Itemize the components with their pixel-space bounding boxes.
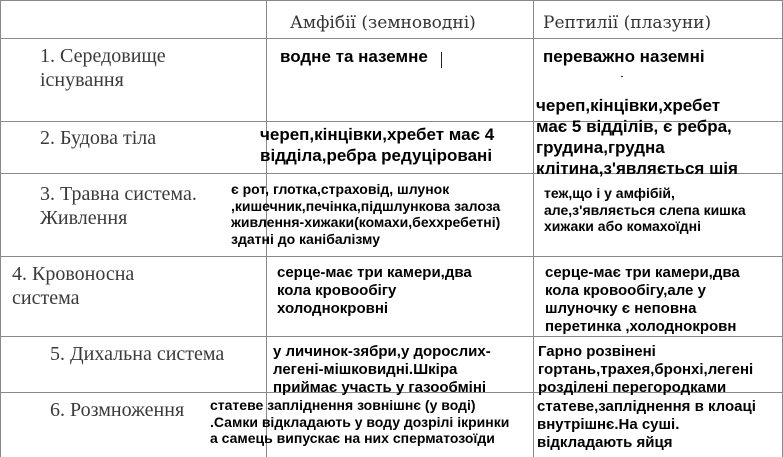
cell-reptiles-habitat: переважно наземні — [543, 47, 705, 66]
grid-line — [0, 0, 783, 1]
grid-line — [0, 256, 783, 257]
cell-amphibians-respiratory-system: у личинок-зябри,у дорослих- легені-мішковидні.Шкіра приймає участь у газообміні — [273, 343, 491, 396]
cell-reptiles-digestive-system: теж,що і у амфібій, але,з'являється слепа кишка хижаки або комахоїдні — [544, 185, 746, 234]
column-header-amphibians: Амфібії (земноводні) — [290, 13, 476, 33]
row-label-respiratory-system: 5. Дихальна система — [50, 343, 225, 365]
cell-reptiles-circulatory-system: серце-має три камери,два кола кровообігу,але у шлуночку є неповна перетинка ,холоднокровн — [545, 264, 740, 335]
cell-amphibians-habitat: водне та наземне — [280, 47, 428, 66]
cell-amphibians-body-structure: череп,кінцівки,хребет має 4 відділа,ребра редуціровані — [260, 125, 495, 165]
cell-amphibians-circulatory-system: серце-має три камери,два кола кровообігу холоднокровні — [277, 264, 472, 317]
cell-reptiles-respiratory-system: Гарно розвінені гортань,трахея,бронхі,легені розділені перегородками — [538, 343, 754, 396]
cell-amphibians-digestive-system: є рот, глотка,страховід, шлунок ,кишечник,печінка,підшлункова залоза живлення-хижаки(комахи,беххребетні) здатні до канібалізму — [231, 181, 501, 247]
row-label-body-structure: 2. Будова тіла — [40, 127, 157, 149]
row-label-digestive-system: 3. Травна система. Живлення — [40, 183, 197, 229]
cell-reptiles-reproduction: статеве,запліднення в клоаці внутрішнє.На суші. відкладають яйця — [537, 398, 756, 451]
column-header-reptiles: Рептилії (плазуни) — [543, 13, 712, 33]
grid-line — [0, 336, 783, 337]
stray-mark — [621, 76, 623, 77]
cell-reptiles-body-structure: череп,кінцівки,хребет має 5 відділів, є ребра, грудина,грудна клітина,з'являється шія — [536, 96, 738, 178]
grid-line — [0, 0, 1, 457]
cell-amphibians-reproduction: статеве запліднення зовнішнє (у воді) .Самки відкладають у воду дозрілі ікринки а самець випускає на них сперматозоїди — [210, 397, 510, 446]
row-label-habitat: 1. Середовище існування — [40, 45, 166, 91]
text-cursor — [441, 52, 442, 68]
grid-line — [533, 0, 534, 457]
grid-line — [0, 38, 783, 39]
row-label-reproduction: 6. Розмноження — [50, 399, 185, 421]
row-label-circulatory-system: 4. Кровоносна система — [12, 263, 135, 309]
